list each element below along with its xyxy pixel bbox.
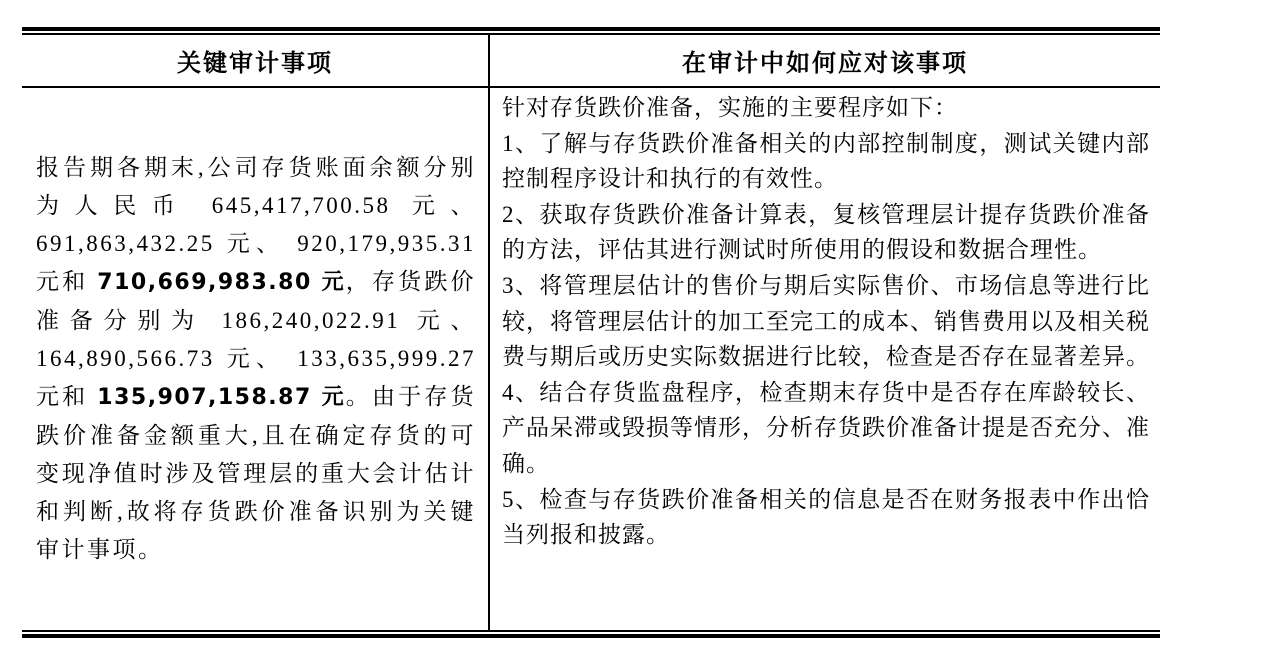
key-audit-matters-cell xyxy=(22,88,488,630)
header-audit-response: 在审计中如何应对该事项 xyxy=(488,35,1160,88)
audit-procedures-list xyxy=(502,90,1150,553)
key-audit-matters-table xyxy=(22,27,1160,638)
table-grid xyxy=(22,35,1160,630)
procedure-item-1: 1、了解与存货跌价准备相关的内部控制制度，测试关键内部控制程序设计和执行的有效性。 xyxy=(502,130,1150,192)
procedure-item-5: 5、检查与存货跌价准备相关的信息是否在财务报表中作出恰当列报和披露。 xyxy=(502,486,1150,548)
procedure-item-2: 2、获取存货跌价准备计算表，复核管理层计提存货跌价准备的方法，评估其进行测试时所使用的假设和数据合理性。 xyxy=(502,201,1150,263)
procedure-item-3: 3、将管理层估计的售价与期后实际售价、市场信息等进行比较，将管理层估计的加工至完工的成本、销售费用以及相关税费与期后或历史实际数据进行比较，检查是否存在显著差异。 xyxy=(502,272,1150,370)
key-audit-matters-text xyxy=(36,149,476,569)
matter-text-segment: 。由于存货跌价准备金额重大,且在确定存货的可变现净值时涉及管理层的重大会计估计和判断,故将存货跌价准备识别为关键审计事项。 xyxy=(36,384,477,562)
matter-text-segment: 报告期各期末,公司存货账面余额分别为人民币 645,417,700.58 元、691,863,432.25 元、 920,179,935.31 元和 xyxy=(36,155,476,294)
inventory-balance-bold-value: 710,669,983.80 元 xyxy=(97,270,346,295)
bottom-rule-thick xyxy=(22,634,1160,638)
provision-bold-value: 135,907,158.87 元 xyxy=(97,385,346,410)
procedures-intro: 针对存货跌价准备，实施的主要程序如下： xyxy=(502,95,958,120)
matter-text-segment: ，存货跌价准备分别为 186,240,022.91 元、164,890,566.73 元、 133,635,999.27 元和 xyxy=(36,269,477,409)
procedure-item-4: 4、结合存货监盘程序，检查期末存货中是否存在库龄较长、产品呆滞或毁损等情形，分析存货跌价准备计提是否充分、准确。 xyxy=(502,379,1150,476)
audit-response-cell xyxy=(488,88,1160,630)
header-key-audit-matters: 关键审计事项 xyxy=(22,35,488,88)
